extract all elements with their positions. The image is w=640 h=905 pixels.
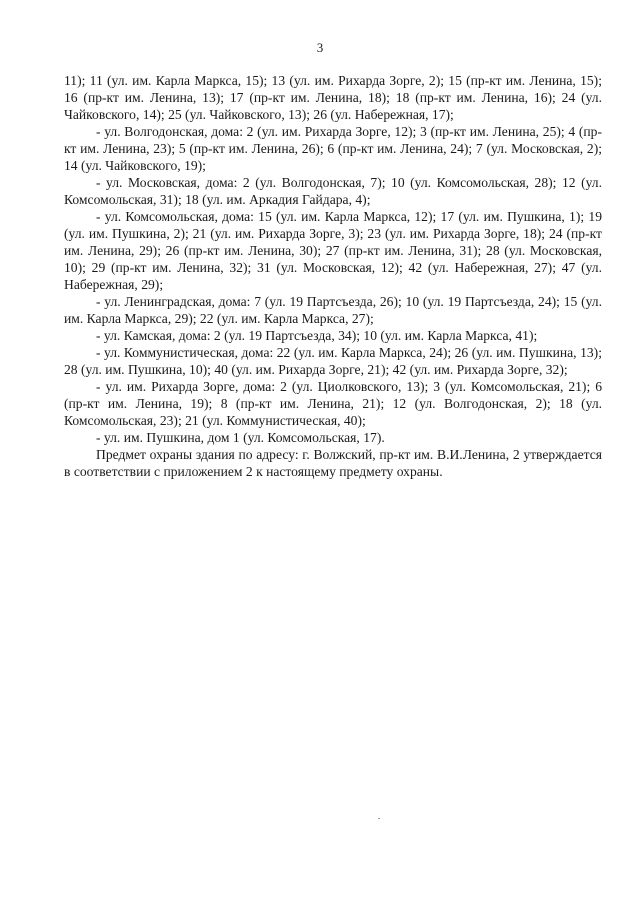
paragraph-kamskaya: - ул. Камская, дома: 2 (ул. 19 Партсъезда, 34); 10 (ул. им. Карла Маркса, 41); (96, 328, 538, 343)
paragraph-komsomolskaya: - ул. Комсомольская, дома: 15 (ул. им. Карла Маркса, 12); 17 (ул. им. Пушкина, 1); 19 (ул. им. Пушкина, 2); 21 (ул. им. Рихарда Зорге, 3); 23 (ул. им. Рихарда Зорге, 18); 24 (пр-кт им. Ленина, 29); 26 (пр-кт им. Ленина, 30); 27 (пр-кт им. Ленина, 31); 28 (ул. Московская, 10); 29 (пр-кт им. Ленина, 32); 31 (ул. Московская, 12); 42 (ул. Набережная, 27); 47 (ул. Набережная, 29); (64, 209, 602, 292)
paragraph-protection-subject: Предмет охраны здания по адресу: г. Волжский, пр-кт им. В.И.Ленина, 2 утверждается в соответствии с приложением 2 к настоящему предмету охраны. (64, 447, 602, 479)
paragraph-volgodonskaya: - ул. Волгодонская, дома: 2 (ул. им. Рихарда Зорге, 12); 3 (пр-кт им. Ленина, 25); 4 (пр-кт им. Ленина, 23); 5 (пр-кт им. Ленина, 26); 6 (пр-кт им. Ленина, 24); 7 (ул. Московская, 2); 14 (ул. Чайковского, 19); (64, 124, 602, 173)
paragraph-leningradskaya: - ул. Ленинградская, дома: 7 (ул. 19 Партсъезда, 26); 10 (ул. 19 Партсъезда, 24); 15 (ул. им. Карла Маркса, 29); 22 (ул. им. Карла Маркса, 27); (64, 294, 602, 326)
page-number: 3 (316, 40, 324, 55)
paragraph-kommunisticheskaya: - ул. Коммунистическая, дома: 22 (ул. им. Карла Маркса, 24); 26 (ул. им. Пушкина, 13); 28 (ул. им. Пушкина, 10); 40 (ул. им. Рихарда Зорге, 21); 42 (ул. им. Рихарда Зорге, 32); (64, 345, 602, 377)
paragraph-continuation: 11); 11 (ул. им. Карла Маркса, 15); 13 (ул. им. Рихарда Зорге, 2); 15 (пр-кт им. Ленина, 15); 16 (пр-кт им. Ленина, 13); 17 (пр-кт им. Ленина, 18); 18 (пр-кт им. Ленина, 16); 24 (ул. Чайковского, 14); 25 (ул. Чайковского, 13); 26 (ул. Набережная, 17); (64, 73, 602, 122)
paragraph-pushkina: - ул. им. Пушкина, дом 1 (ул. Комсомольская, 17). (96, 430, 385, 445)
paragraph-zorge: - ул. им. Рихарда Зорге, дома: 2 (ул. Циолковского, 13); 3 (ул. Комсомольская, 21); 6 (пр-кт им. Ленина, 19); 8 (пр-кт им. Ленина, 21); 12 (ул. Волгодонская, 2); 18 (ул. Комсомольская, 23); 21 (ул. Коммунистическая, 40); (64, 379, 602, 428)
paragraph-moskovskaya: - ул. Московская, дома: 2 (ул. Волгодонская, 7); 10 (ул. Комсомольская, 28); 12 (ул. Комсомольская, 31); 18 (ул. им. Аркадия Гайдара, 4); (64, 175, 602, 207)
document-body (64, 72, 602, 480)
scan-speck (378, 818, 380, 819)
